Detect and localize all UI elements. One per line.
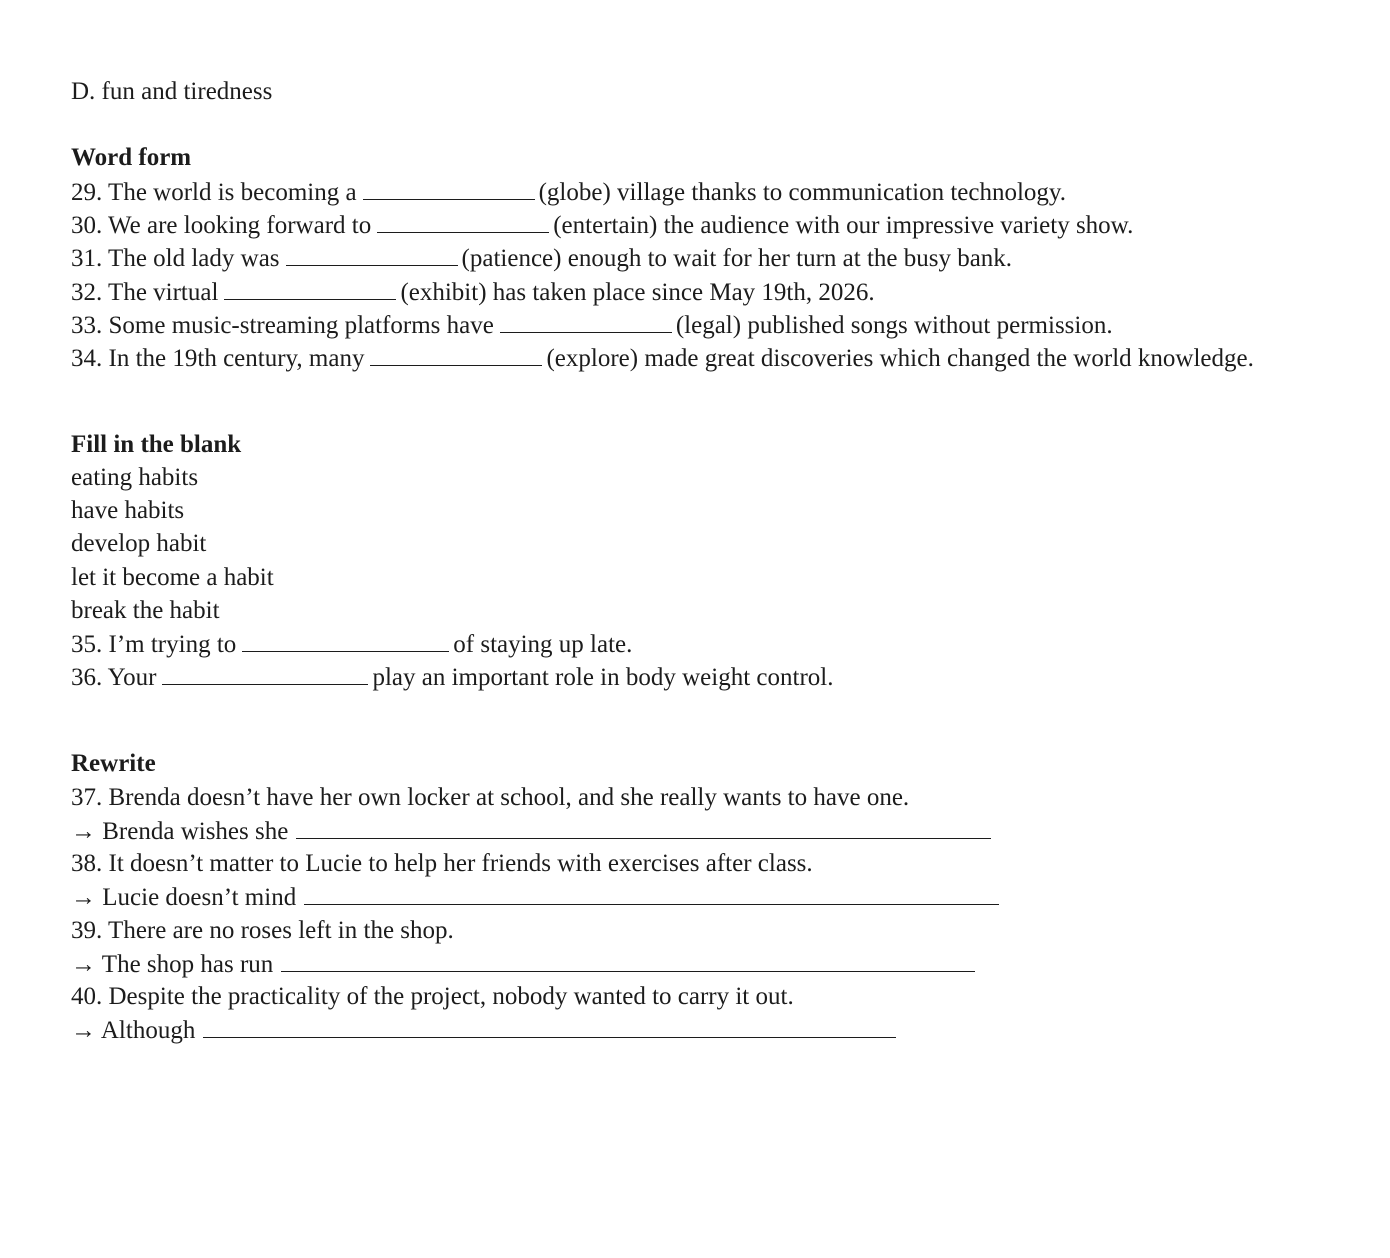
- question-36: [71, 662, 833, 692]
- answer-blank[interactable]: [162, 662, 368, 685]
- question-33: [71, 310, 1113, 340]
- fill-blank-heading: Fill in the blank: [71, 431, 242, 458]
- question-text: (exhibit) has taken place since May 19th, 2026.: [400, 279, 875, 306]
- answer-blank[interactable]: [370, 343, 542, 366]
- question-text: (globe) village thanks to communication technology.: [538, 179, 1067, 206]
- question-39-sentence: 39. There are no roses left in the shop.: [71, 917, 454, 944]
- question-37-sentence: 37. Brenda doesn’t have her own locker at school, and she really wants to have one.: [71, 784, 910, 811]
- rewrite-prompt: → Lucie doesn’t mind: [71, 884, 297, 911]
- question-text: 31. The old lady was: [71, 245, 280, 272]
- answer-blank[interactable]: [500, 310, 672, 333]
- question-text: (explore) made great discoveries which changed the world knowledge.: [546, 345, 1254, 372]
- word-bank-option: break the habit: [71, 597, 220, 624]
- word-form-heading: Word form: [71, 144, 192, 171]
- question-text: 36. Your: [71, 664, 157, 691]
- word-bank-option: have habits: [71, 497, 185, 524]
- answer-blank[interactable]: [224, 277, 396, 300]
- word-bank-option: let it become a habit: [71, 564, 274, 591]
- answer-blank[interactable]: [377, 210, 549, 233]
- answer-blank[interactable]: [286, 243, 458, 266]
- question-40-rewrite: [71, 1015, 900, 1045]
- question-text: 33. Some music-streaming platforms have: [71, 312, 494, 339]
- rewrite-prompt: → Although: [71, 1017, 196, 1044]
- question-32: [71, 277, 875, 307]
- answer-blank[interactable]: [363, 177, 535, 200]
- question-38-rewrite: [71, 882, 1003, 912]
- question-text: of staying up late.: [453, 631, 633, 658]
- question-text: 34. In the 19th century, many: [71, 345, 365, 372]
- question-30: [71, 210, 1133, 240]
- question-35: [71, 629, 632, 659]
- question-text: 35. I’m trying to: [71, 631, 237, 658]
- question-31: [71, 243, 1012, 273]
- question-text: play an important role in body weight control.: [372, 664, 834, 691]
- rewrite-prompt: → Brenda wishes she: [71, 818, 289, 845]
- question-29: [71, 177, 1066, 207]
- answer-line[interactable]: [203, 1015, 896, 1038]
- word-bank-option: develop habit: [71, 530, 207, 557]
- question-text: (patience) enough to wait for her turn at the busy bank.: [461, 245, 1013, 272]
- answer-line[interactable]: [304, 882, 999, 905]
- rewrite-heading: Rewrite: [71, 750, 156, 777]
- question-text: 30. We are looking forward to: [71, 212, 372, 239]
- answer-line[interactable]: [281, 949, 975, 972]
- word-bank-option: eating habits: [71, 464, 199, 491]
- question-text: 32. The virtual: [71, 279, 219, 306]
- question-40-sentence: 40. Despite the practicality of the project, nobody wanted to carry it out.: [71, 983, 794, 1010]
- answer-blank[interactable]: [242, 629, 449, 652]
- question-text: (entertain) the audience with our impressive variety show.: [553, 212, 1134, 239]
- previous-option-d: D. fun and tiredness: [71, 78, 273, 105]
- question-text: (legal) published songs without permission.: [675, 312, 1113, 339]
- question-38-sentence: 38. It doesn’t matter to Lucie to help her friends with exercises after class.: [71, 850, 813, 877]
- question-37-rewrite: [71, 816, 995, 846]
- question-text: 29. The world is becoming a: [71, 179, 357, 206]
- question-39-rewrite: [71, 949, 979, 979]
- question-34: [71, 343, 1254, 373]
- answer-line[interactable]: [296, 816, 991, 839]
- rewrite-prompt: → The shop has run: [71, 951, 274, 978]
